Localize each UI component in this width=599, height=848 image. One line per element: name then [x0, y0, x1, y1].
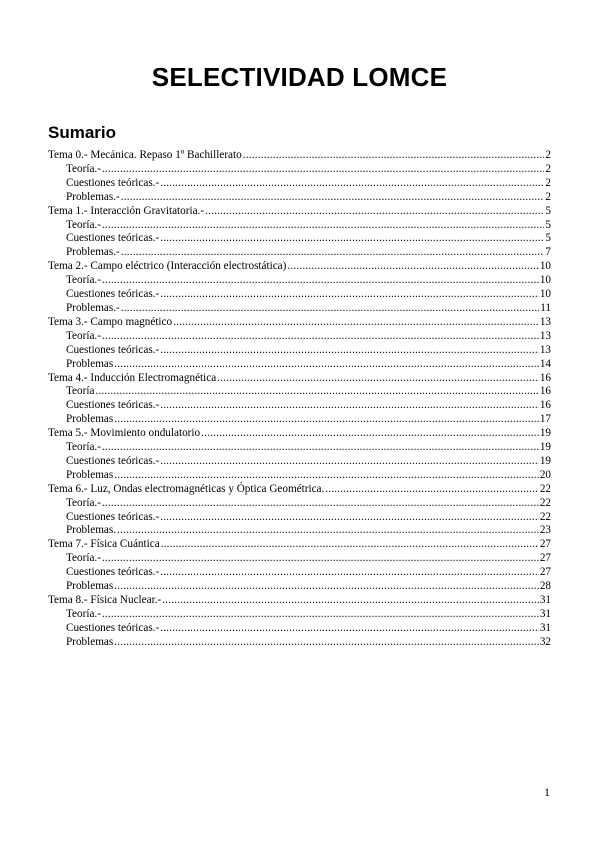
document-title: SELECTIVIDAD LOMCE: [151, 62, 448, 92]
toc-dot-leader: [102, 608, 539, 622]
toc-entry-page: 10: [539, 274, 551, 287]
toc-entry-label: Problemas.-: [66, 190, 120, 203]
toc-entry-page: 2: [545, 176, 551, 189]
toc-entry-page: 10: [539, 260, 551, 273]
toc-entry-chapter[interactable]: [48, 205, 551, 219]
page-number: 1: [544, 785, 550, 799]
toc-entry-section[interactable]: [48, 288, 551, 302]
toc-entry-label: Tema 4.- Inducción Electromagnética: [48, 371, 217, 384]
toc-entry-page: 31: [539, 621, 551, 634]
toc-dot-leader: [201, 427, 539, 441]
toc-dot-leader: [114, 636, 539, 650]
toc-entry-section[interactable]: [48, 566, 551, 580]
toc-entry-page: 13: [539, 343, 551, 356]
toc-entry-page: 2: [545, 190, 551, 203]
toc-dot-leader: [160, 288, 539, 302]
toc-entry-page: 16: [539, 399, 551, 412]
toc-entry-label: Cuestiones teóricas.-: [66, 232, 160, 245]
toc-entry-section[interactable]: [48, 358, 551, 372]
toc-dot-leader: [114, 358, 539, 372]
toc-entry-section[interactable]: [48, 455, 551, 469]
toc-entry-section[interactable]: [48, 469, 551, 483]
toc-dot-leader: [217, 372, 539, 386]
toc-entry-label: Cuestiones teóricas.-: [66, 288, 160, 301]
toc-entry-section[interactable]: [48, 302, 551, 316]
toc-entry-chapter[interactable]: [48, 427, 551, 441]
toc-dot-leader: [102, 552, 539, 566]
toc-entry-page: 11: [540, 301, 551, 314]
toc-dot-leader: [162, 594, 539, 608]
toc-entry-page: 14: [539, 357, 551, 370]
toc-dot-leader: [160, 232, 544, 246]
toc-entry-chapter[interactable]: [48, 316, 551, 330]
toc-entry-label: Tema 7.- Física Cuántica: [48, 538, 160, 551]
toc-dot-leader: [160, 399, 539, 413]
toc-entry-section[interactable]: [48, 232, 551, 246]
toc-entry-page: 19: [539, 441, 551, 454]
toc-dot-leader: [102, 163, 544, 177]
toc-entry-section[interactable]: [48, 413, 551, 427]
toc-dot-leader: [287, 260, 538, 274]
toc-entry-page: 5: [545, 204, 551, 217]
toc-entry-page: 28: [539, 580, 551, 593]
toc-entry-label: Tema 0.- Mecánica. Repaso 1º Bachillerato: [48, 149, 242, 161]
toc-entry-label: Tema 5.- Movimiento ondulatorio: [48, 427, 201, 440]
toc-entry-label: Problemas: [66, 580, 114, 593]
toc-entry-label: Problemas: [66, 635, 114, 648]
toc-entry-label: Problemas.-: [66, 246, 120, 259]
toc-dot-leader: [160, 344, 539, 358]
toc-entry-section[interactable]: [48, 580, 551, 594]
toc-entry-label: Tema 3.- Campo magnético: [48, 315, 173, 328]
toc-entry-chapter[interactable]: [48, 483, 551, 497]
toc-entry-page: 2: [545, 162, 551, 175]
toc-entry-chapter[interactable]: [48, 149, 551, 163]
toc-dot-leader: [114, 469, 539, 483]
toc-entry-chapter[interactable]: [48, 260, 551, 274]
toc-dot-leader: [160, 566, 539, 580]
toc-entry-label: Cuestiones teóricas.-: [66, 343, 160, 356]
toc-entry-section[interactable]: [48, 497, 551, 511]
toc-entry-label: Teoría.-: [66, 162, 101, 175]
toc-dot-leader: [102, 219, 544, 233]
toc-dot-leader: [95, 385, 538, 399]
toc-entry-label: Teoría.-: [66, 329, 101, 342]
toc-entry-label: Cuestiones teóricas.-: [66, 454, 160, 467]
toc-dot-leader: [160, 511, 539, 525]
toc-entry-chapter[interactable]: [48, 538, 551, 552]
toc-dot-leader: [160, 622, 539, 636]
toc-dot-leader: [114, 580, 539, 594]
toc-entry-section[interactable]: [48, 191, 551, 205]
toc-entry-label: Teoría.-: [66, 496, 101, 509]
toc-entry-page: 22: [539, 482, 551, 495]
toc-entry-label: Cuestiones teóricas.-: [66, 566, 160, 579]
toc-entry-section[interactable]: [48, 177, 551, 191]
toc-entry-section[interactable]: [48, 441, 551, 455]
toc-entry-label: Problemas: [66, 468, 114, 481]
toc-dot-leader: [114, 413, 539, 427]
toc-dot-leader: [160, 455, 539, 469]
toc-entry-page: 19: [539, 427, 551, 440]
toc-entry-label: Problemas: [66, 357, 114, 370]
toc-entry-section[interactable]: [48, 344, 551, 358]
toc-dot-leader: [121, 191, 545, 205]
toc-entry-label: Problemas.: [66, 524, 117, 537]
toc-dot-leader: [121, 302, 539, 316]
table-of-contents: [48, 149, 551, 650]
toc-entry-section[interactable]: [48, 219, 551, 233]
toc-entry-section[interactable]: [48, 399, 551, 413]
toc-entry-label: Tema 6.- Luz, Ondas electromagnéticas y Óptica Geométrica.: [48, 482, 325, 495]
toc-dot-leader: [243, 149, 545, 163]
toc-dot-leader: [160, 177, 544, 191]
toc-entry-label: Cuestiones teóricas.-: [66, 510, 160, 523]
toc-dot-leader: [161, 538, 539, 552]
toc-entry-label: Teoría.-: [66, 218, 101, 231]
toc-entry-chapter[interactable]: [48, 372, 551, 386]
toc-dot-leader: [117, 524, 539, 538]
toc-entry-section[interactable]: [48, 524, 551, 538]
toc-heading: Sumario: [48, 123, 117, 142]
toc-entry-chapter[interactable]: [48, 594, 551, 608]
toc-entry-label: Cuestiones teóricas.-: [66, 621, 160, 634]
toc-entry-page: 5: [545, 218, 551, 231]
toc-entry-label: Tema 1.- Interacción Gravitatoria.-: [48, 204, 205, 217]
toc-dot-leader: [102, 274, 539, 288]
toc-entry-page: 16: [539, 371, 551, 384]
toc-entry-label: Problemas: [66, 413, 114, 426]
toc-entry-section[interactable]: [48, 274, 551, 288]
toc-entry-page: 22: [539, 496, 551, 509]
toc-entry-section[interactable]: [48, 330, 551, 344]
toc-entry-page: 27: [539, 552, 551, 565]
toc-entry-section[interactable]: [48, 552, 551, 566]
toc-entry-label: Teoría: [66, 385, 95, 398]
toc-entry-page: 7: [545, 246, 551, 259]
toc-dot-leader: [325, 483, 539, 497]
toc-entry-label: Cuestiones teóricas.-: [66, 399, 160, 412]
toc-entry-page: 32: [539, 635, 551, 648]
toc-dot-leader: [102, 441, 539, 455]
toc-entry-page: 10: [539, 288, 551, 301]
toc-entry-label: Teoría.-: [66, 441, 101, 454]
toc-dot-leader: [121, 246, 545, 260]
toc-entry-section[interactable]: [48, 608, 551, 622]
toc-entry-page: 22: [539, 510, 551, 523]
toc-entry-page: 23: [539, 524, 551, 537]
toc-entry-label: Problemas.-: [66, 301, 120, 314]
toc-entry-label: Tema 2.- Campo eléctrico (Interacción electrostática): [48, 260, 287, 273]
toc-entry-section[interactable]: [48, 511, 551, 525]
toc-entry-section[interactable]: [48, 246, 551, 260]
toc-entry-page: 27: [539, 566, 551, 579]
toc-entry-page: 19: [539, 454, 551, 467]
toc-entry-page: 13: [539, 315, 551, 328]
toc-dot-leader: [205, 205, 544, 219]
toc-entry-page: 31: [539, 607, 551, 620]
toc-entry-page: 17: [539, 413, 551, 426]
toc-entry-label: Tema 8.- Física Nuclear.-: [48, 594, 162, 606]
toc-entry-label: Cuestiones teóricas.-: [66, 176, 160, 189]
toc-entry-page: 13: [539, 329, 551, 342]
toc-dot-leader: [173, 316, 539, 330]
toc-entry-label: Teoría.-: [66, 274, 101, 287]
toc-entry-section[interactable]: [48, 163, 551, 177]
toc-entry-label: Teoría.-: [66, 607, 101, 620]
toc-entry-label: Teoría.-: [66, 552, 101, 565]
toc-entry-page: 31: [539, 594, 551, 606]
toc-entry-page: 20: [539, 468, 551, 481]
toc-entry-section[interactable]: [48, 636, 551, 650]
toc-entry-page: 2: [545, 149, 551, 161]
toc-dot-leader: [102, 497, 539, 511]
toc-entry-page: 5: [545, 232, 551, 245]
toc-entry-page: 27: [539, 538, 551, 551]
toc-dot-leader: [102, 330, 539, 344]
toc-entry-page: 16: [539, 385, 551, 398]
toc-entry-section[interactable]: [48, 622, 551, 636]
toc-entry-section[interactable]: [48, 385, 551, 399]
